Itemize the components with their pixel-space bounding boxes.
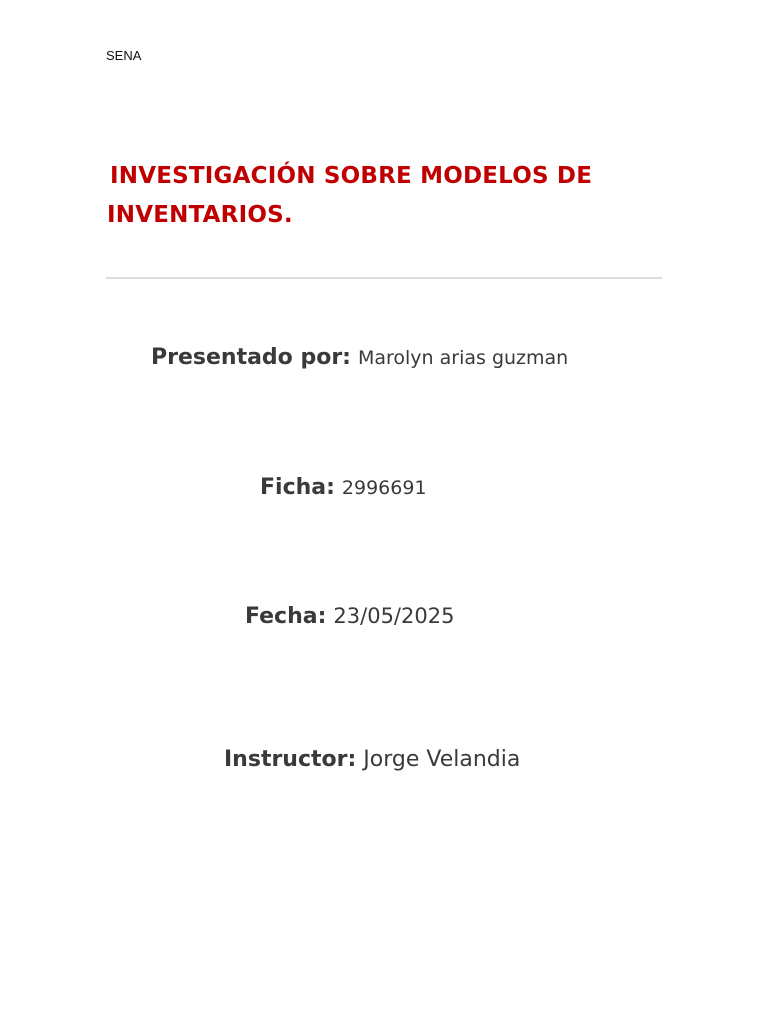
instructor-label: Instructor: [224, 747, 357, 772]
field-instructor [224, 747, 520, 772]
document-title [107, 157, 627, 235]
header-label: SENA [106, 48, 142, 63]
fecha-label: Fecha: [245, 604, 327, 629]
instructor-value: Jorge Velandia [363, 747, 521, 772]
fecha-value: 23/05/2025 [333, 604, 455, 628]
field-ficha [260, 475, 427, 500]
ficha-label: Ficha: [260, 475, 335, 500]
divider [106, 277, 662, 279]
title-line-2: INVENTARIOS. [107, 202, 293, 228]
ficha-value: 2996691 [341, 477, 427, 499]
presentado-value: Marolyn arias guzman [357, 347, 569, 369]
field-fecha [245, 604, 454, 629]
field-presentado [151, 345, 568, 370]
title-line-1: INVESTIGACIÓN SOBRE MODELOS DE [110, 163, 593, 189]
presentado-label: Presentado por: [151, 345, 351, 370]
